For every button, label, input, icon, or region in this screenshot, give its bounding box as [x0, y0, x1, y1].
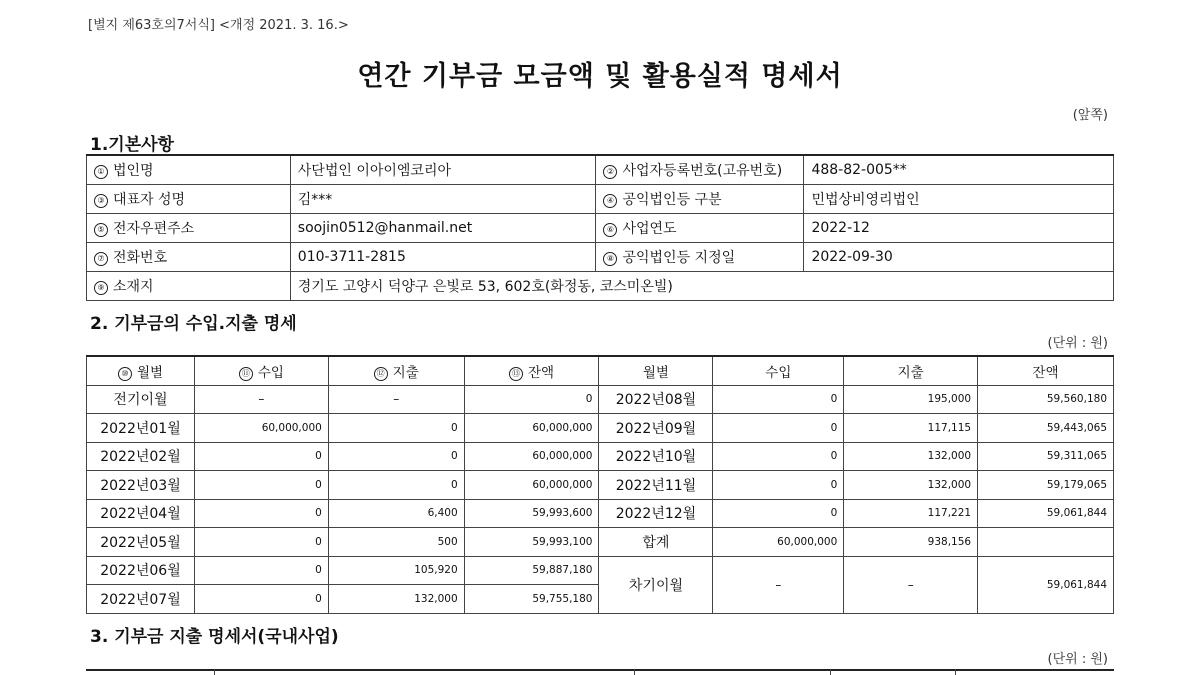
table-row: 2022년06월 0 105,920 59,887,180 차기이월 – – 59,061,844 — [87, 556, 1114, 585]
corp-name-label: 법인명 — [113, 163, 154, 179]
column-divider — [830, 669, 831, 675]
section3-heading: 3. 기부금 지출 명세서(국내사업) — [90, 627, 339, 647]
table-row: 2022년04월 0 6,400 59,993,600 2022년12월 0 117,221 59,061,844 — [87, 499, 1114, 528]
table-row: 2022년07월 0 132,000 59,755,180 — [87, 585, 1114, 614]
section2-unit: (단위 : 원) — [1047, 336, 1108, 351]
biz-reg-label: 사업자등록번호(고유번호) — [622, 163, 783, 179]
table-row: ⑨ 소재지 경기도 고양시 덕양구 은빛로 53, 602호(화정동, 코스미온빌) — [87, 272, 1114, 301]
table-row: 2022년03월 0 0 60,000,000 2022년11월 0 132,000 59,179,065 — [87, 471, 1114, 500]
form-number: [별지 제63호의7서식] <개정 2021. 3. 16.> — [88, 18, 349, 33]
column-divider — [214, 669, 215, 675]
address-label: 소재지 — [113, 279, 154, 295]
corp-type-value: 민법상비영리법인 — [804, 185, 1114, 214]
front-side-label: (앞쪽) — [1072, 108, 1108, 123]
phone-value: 010-3711-2815 — [290, 243, 596, 272]
fiscal-year-label: 사업연도 — [622, 221, 677, 237]
table-row: 2022년01월 60,000,000 0 60,000,000 2022년09월 0 117,115 59,443,065 — [87, 414, 1114, 443]
basic-info-table — [86, 154, 1114, 301]
section3-unit: (단위 : 원) — [1047, 652, 1108, 667]
total-income: 60,000,000 — [713, 528, 844, 557]
corp-type-label: 공익법인등 구분 — [622, 192, 722, 208]
column-divider — [955, 669, 956, 675]
biz-reg-value: 488-82-005** — [804, 155, 1114, 185]
total-expense: 938,156 — [844, 528, 978, 557]
carry-forward-balance: 59,061,844 — [978, 556, 1114, 613]
table-row: ⑤ 전자우편주소 soojin0512@hanmail.net ⑥ 사업연도 2022-12 — [87, 214, 1114, 243]
fiscal-year-value: 2022-12 — [804, 214, 1114, 243]
total-label: 합계 — [599, 528, 713, 557]
email-value: soojin0512@hanmail.net — [290, 214, 596, 243]
table-row: 2022년02월 0 0 60,000,000 2022년10월 0 132,000 59,311,065 — [87, 442, 1114, 471]
section1-heading: 1.기본사항 — [90, 135, 174, 155]
table-row: 전기이월 – – 0 2022년08월 0 195,000 59,560,180 — [87, 385, 1114, 414]
table-row: 2022년05월 0 500 59,993,100 합계 60,000,000 938,156 — [87, 528, 1114, 557]
corp-name-value: 사단법인 이아이엠코리아 — [290, 155, 596, 185]
designation-date-label: 공익법인등 지정일 — [622, 250, 736, 266]
carry-forward-expense: – — [844, 556, 978, 613]
rep-name-value: 김*** — [290, 185, 596, 214]
column-divider — [634, 669, 635, 675]
section2-heading: 2. 기부금의 수입.지출 명세 — [90, 314, 297, 334]
table-row: ⑦ 전화번호 010-3711-2815 ⑧ 공익법인등 지정일 2022-09-30 — [87, 243, 1114, 272]
carry-forward-label: 차기이월 — [599, 556, 713, 613]
table-row: ① 법인명 사단법인 이아이엠코리아 ② 사업자등록번호(고유번호) 488-82-005** — [87, 155, 1114, 185]
table-row: ③ 대표자 성명 김*** ④ 공익법인등 구분 민법상비영리법인 — [87, 185, 1114, 214]
income-expense-table — [86, 355, 1114, 614]
rep-name-label: 대표자 성명 — [113, 192, 186, 208]
table-header-row: ⑩ 월별 ⑪ 수입 ⑫ 지출 ⑬ 잔액 월별 수입 지출 잔액 — [87, 356, 1114, 385]
document-title: 연간 기부금 모금액 및 활용실적 명세서 — [357, 61, 843, 92]
email-label: 전자우편주소 — [113, 221, 195, 237]
phone-label: 전화번호 — [113, 250, 168, 266]
address-value: 경기도 고양시 덕양구 은빛로 53, 602호(화정동, 코스미온빌) — [290, 272, 1113, 301]
designation-date-value: 2022-09-30 — [804, 243, 1114, 272]
section3-table-top-border — [86, 669, 1114, 671]
total-balance — [978, 528, 1114, 557]
carry-forward-income: – — [713, 556, 844, 613]
